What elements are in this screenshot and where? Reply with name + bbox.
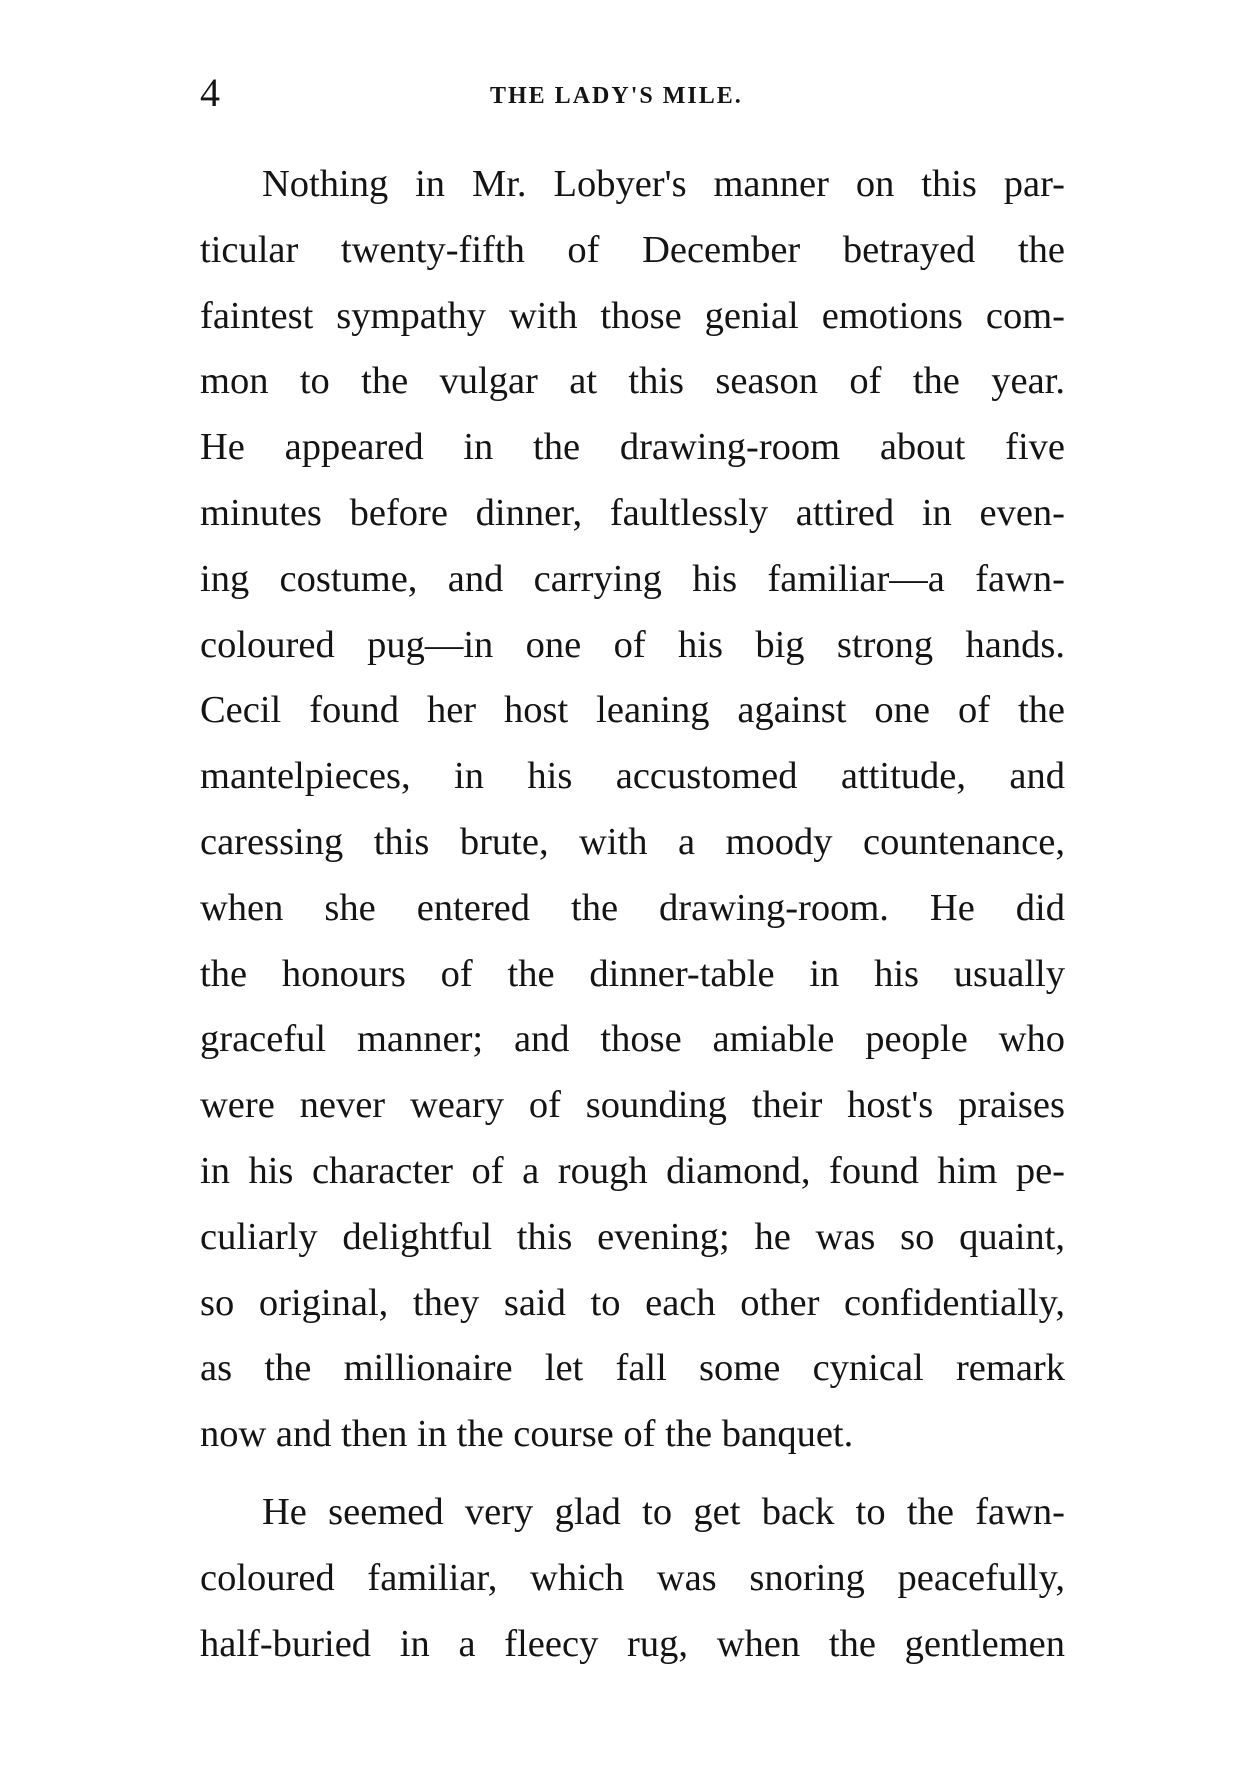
paragraph-1-line: mon to the vulgar at this season of the year.	[200, 360, 1065, 403]
paragraph-1-line: minutes before dinner, faultlessly attired in even-	[200, 491, 1065, 534]
running-head	[200, 68, 1068, 118]
paragraph-1-line: mantelpieces, in his accustomed attitude, and	[200, 755, 1065, 798]
paragraph-1-line: faintest sympathy with those genial emotions com-	[200, 294, 1065, 337]
paragraph-1-line: caressing this brute, with a moody countenance,	[200, 820, 1065, 863]
paragraph-1-line: graceful manner; and those amiable people who	[200, 1018, 1065, 1061]
paragraph-1-line: Nothing in Mr. Lobyer's manner on this par-	[262, 163, 1065, 205]
paragraph-gap	[200, 1468, 1065, 1480]
page-number: 4	[200, 70, 220, 115]
paragraph-1-line: coloured pug—in one of his big strong hands.	[200, 623, 1065, 666]
paragraph-2-line: half-buried in a fleecy rug, when the gentlemen	[200, 1622, 1065, 1665]
paragraph-1-line: as the millionaire let fall some cynical remark	[200, 1347, 1065, 1390]
paragraph-1-line: He appeared in the drawing-room about five	[200, 426, 1065, 469]
paragraph-1-line: Cecil found her host leaning against one of the	[200, 689, 1065, 732]
paragraph-1-line: the honours of the dinner-table in his usually	[200, 952, 1065, 995]
paragraph-1-line: when she entered the drawing-room. He did	[200, 886, 1065, 929]
paragraph-1-line: were never weary of sounding their host's praises	[200, 1084, 1065, 1127]
paragraph-2-line: coloured familiar, which was snoring peacefully,	[200, 1556, 1065, 1599]
paragraph-1-line: now and then in the course of the banquet.	[200, 1413, 854, 1456]
paragraph-1-line: in his character of a rough diamond, found him pe-	[200, 1149, 1065, 1192]
running-title: THE LADY'S MILE.	[490, 83, 743, 109]
paragraph-2-line: He seemed very glad to get back to the fawn-	[262, 1490, 1065, 1533]
paragraph-1-line: ing costume, and carrying his familiar—a fawn-	[200, 557, 1065, 600]
paragraph-1-line: so original, they said to each other confidentially,	[200, 1281, 1065, 1324]
paragraph-1-line: ticular twenty-fifth of December betrayed the	[200, 228, 1065, 271]
body-text	[200, 152, 1065, 1677]
paragraph-1-line: culiarly delightful this evening; he was so quaint,	[200, 1215, 1065, 1258]
